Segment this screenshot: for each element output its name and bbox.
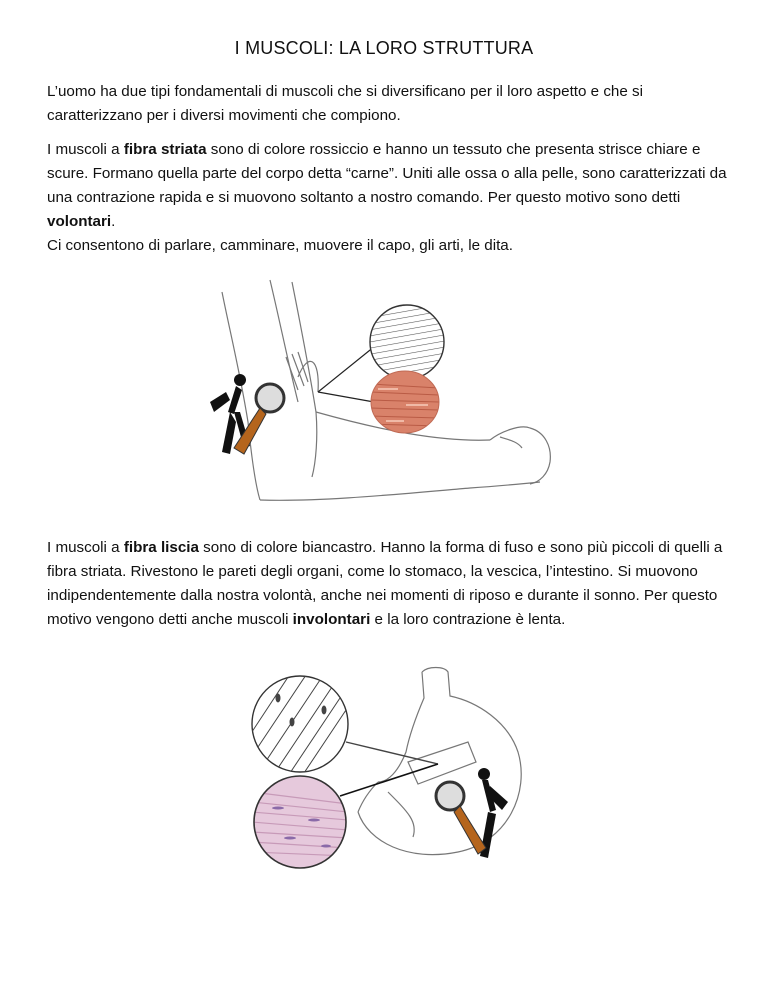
intro-paragraph: L’uomo ha due tipi fondamentali di muscoli che si diversificano per il loro aspetto e che si caratterizzano per i diversi movimenti che compiono. <box>47 83 644 124</box>
smooth-paragraph <box>47 536 727 632</box>
smooth-sketch-circle <box>240 668 358 776</box>
involuntary-term: involontari <box>292 611 371 628</box>
striated-lead: I muscoli a <box>47 141 124 158</box>
stomach-outline <box>358 668 521 855</box>
smooth-term: fibra liscia <box>123 539 199 556</box>
striated-paragraph <box>47 138 727 258</box>
striated-term: fibra striata <box>123 141 207 158</box>
smooth-lead: I muscoli a <box>47 539 124 556</box>
smooth-text: sono di colore biancastro. Hanno la forma di fuso e sono più piccoli di quelli a fibra striata. Rivestono le pareti degli organi, come lo stomaco, la vescica, l’intestino. Si muovono indipendentemente dalla nostra volontà, anche nei momenti di riposo e durante il sonno. Per questo motivo vengono detti anche muscoli <box>47 539 723 628</box>
striated-text-end: . <box>111 213 116 230</box>
striated-text: sono di colore rossiccio e hanno un tessuto che presenta strisce chiare e scure. Formano quella parte del corpo detta “carne”. Uniti alle ossa o alla pelle, sono caratterizzati da una contrazione rapida e si muovono soltanto a nostro comando. Per questo motivo sono detti <box>47 141 727 206</box>
smooth-tissue-circle <box>252 776 348 868</box>
striated-uses: Ci consentono di parlare, camminare, muovere il capo, gli arti, le dita. <box>47 237 513 254</box>
callout-line-bottom <box>340 764 438 796</box>
magnifier-figure <box>436 768 508 858</box>
stomach-muscle-illustration <box>238 662 554 874</box>
arm-muscle-illustration <box>200 262 570 504</box>
page-title: I MUSCOLI: LA LORO STRUTTURA <box>234 38 534 58</box>
callout-line-top <box>346 742 438 764</box>
smooth-text-end: e la loro contrazione è lenta. <box>370 611 566 628</box>
callout-line-bottom <box>318 392 374 402</box>
voluntary-term: volontari <box>47 213 112 230</box>
